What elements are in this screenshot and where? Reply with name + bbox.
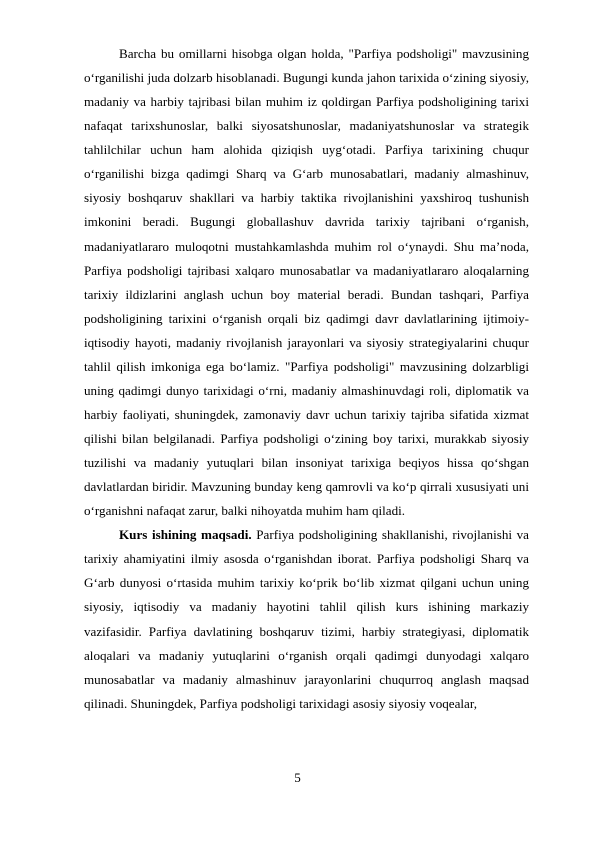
paragraph-text: Barcha bu omillarni hisobga olgan holda, "Parfiya podsholigi" mavzusining o‘rganilishi juda dolzarb hisoblanadi. Bugungi kunda jahon tarixida o‘zining siyosiy, madaniy va harbiy tajribasi bilan muhim iz qoldirgan Parfiya podsholigining tarixi nafaqat tarixshunoslar, balki siyosatshunoslar, madaniyatshunoslar va strategik tahlilchilar uchun ham alohida qiziqish uyg‘otadi. Parfiya tarixining chuqur o‘rganilishi bizga qadimgi Sharq va G‘arb munosabatlari, madaniy almashinuv, siyosiy boshqaruv shakllari va harbiy taktika rivojlanishini yaxshiroq tushunish imkonini beradi. Bugungi globallashuv davrida tarixiy tajribani o‘rganish, madaniyatlararo muloqotni mustahkamlashda muhim rol o‘ynaydi. Shu ma’noda, Parfiya podsholigi tajribasi xalqaro munosabatlar va madaniyatlararo aloqalarning tarixiy ildizlarini anglash uchun boy material beradi. Bundan tashqari, Parfiya podsholigining tarixini o‘rganish orqali biz qadimgi davr davlatlarining ijtimoiy-iqtisodiy hayoti, madaniy rivojlanish jarayonlari va siyosiy strategiyalarini chuqur tahlil qilish imkoniga ega bo‘lamiz. "Parfiya podsholigi" mavzusining dolzarbligi uning qadimgi dunyo tarixidagi o‘rni, madaniy almashinuvdagi roli, diplomatik va harbiy faoliyati, shuningdek, zamonaviy davr uchun tarixiy tajriba sifatida xizmat qilishi bilan belgilanadi. Parfiya podsholigi o‘zining boy tarixi, murakkab siyosiy tuzilishi va madaniy yutuqlari bilan insoniyat tarixiga beqiyos hissa qo‘shgan davlatlardan biridir. Mavzuning bunday keng qamrovli va ko‘p qirrali xususiyati uni o‘rganishni nafaqat zarur, balki nihoyatda muhim ham qiladi. bbox=[84, 46, 529, 519]
paragraph-goal bbox=[84, 523, 529, 716]
paragraph-relevance bbox=[84, 42, 529, 523]
page-number: 5 bbox=[294, 770, 301, 785]
paragraph-text: Parfiya podsholigining shakllanishi, rivojlanishi va tarixiy ahamiyatini ilmiy asosda o‘rganishdan iborat. Parfiya podsholigi Sharq va G‘arb dunyosi o‘rtasida muhim tarixiy ko‘prik bo‘lib xizmat qilgani uchun uning siyosiy, iqtisodiy va madaniy hayotini tahlil qilish kurs ishining markaziy vazifasidir. Parfiya davlatining boshqaruv tizimi, harbiy strategiyasi, diplomatik aloqalari va madaniy yutuqlarini o‘rganish orqali qadimgi dunyodagi xalqaro munosabatlar va madaniy almashinuv jarayonlarini chuqurroq anglash maqsad qilinadi. Shuningdek, Parfiya podsholigi tarixidagi asosiy siyosiy voqealar, bbox=[84, 527, 529, 711]
paragraph-lead: Kurs ishining maqsadi. bbox=[119, 527, 252, 543]
document-body bbox=[84, 42, 529, 716]
